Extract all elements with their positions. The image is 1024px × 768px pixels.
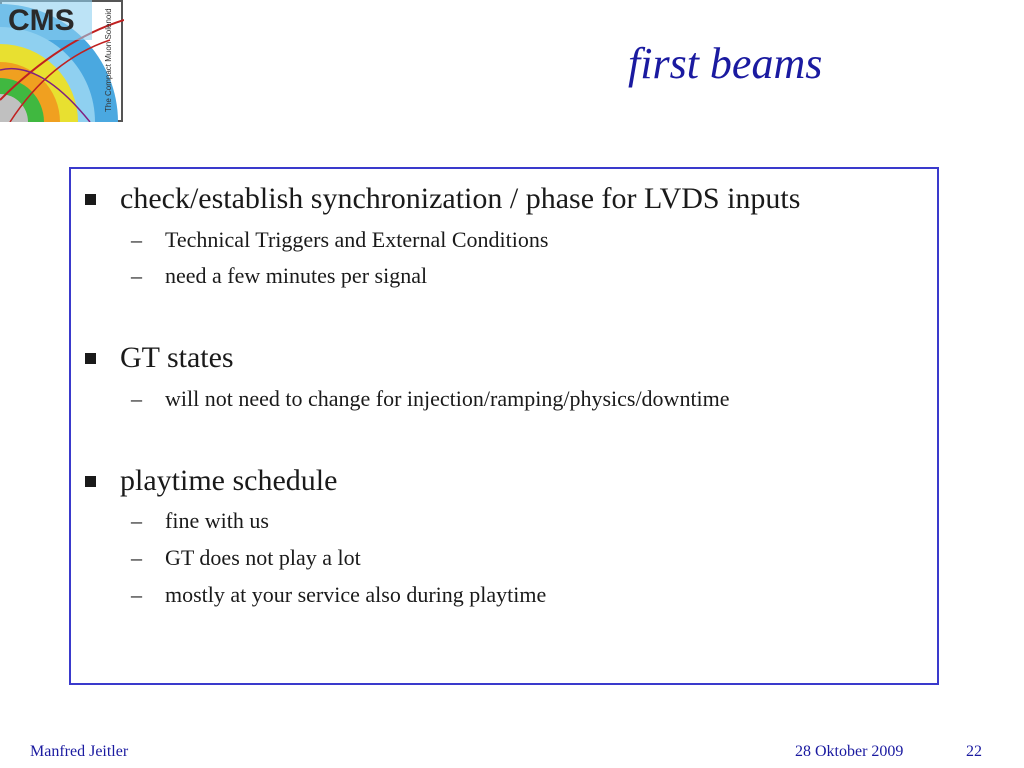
sub-bullet-item <box>131 262 427 290</box>
footer-page-number: 22 <box>966 743 982 760</box>
footer-author: Manfred Jeitler <box>30 743 129 760</box>
sub-bullet-item <box>131 507 269 535</box>
sub-bullet-text: fine with us <box>165 508 269 533</box>
sub-bullet-text: need a few minutes per signal <box>165 263 428 288</box>
bullet-text: playtime schedule <box>120 464 338 497</box>
sub-bullet-text: mostly at your service also during playtime <box>165 582 547 607</box>
dash-marker: – <box>131 508 142 533</box>
sub-bullet-text: GT does not play a lot <box>165 545 361 570</box>
square-bullet-icon <box>85 476 96 487</box>
content-box <box>69 167 939 685</box>
sub-bullet-item <box>131 581 546 609</box>
cms-logo <box>0 0 124 122</box>
sub-bullet-text: will not need to change for injection/ramping/physics/downtime <box>165 386 730 411</box>
dash-marker: – <box>131 582 142 607</box>
bullet-item <box>85 340 234 376</box>
cms-logo-text: CMS <box>8 4 75 37</box>
square-bullet-icon <box>85 353 96 364</box>
dash-marker: – <box>131 545 142 570</box>
dash-marker: – <box>131 263 142 288</box>
sub-bullet-text: Technical Triggers and External Conditions <box>165 227 549 252</box>
dash-marker: – <box>131 227 142 252</box>
bullet-item <box>85 463 337 499</box>
footer-date: 28 Oktober 2009 <box>795 743 904 760</box>
bullet-item <box>85 181 800 217</box>
slide-title: first beams <box>628 39 823 88</box>
bullet-text: GT states <box>120 341 234 374</box>
square-bullet-icon <box>85 194 96 205</box>
sub-bullet-item <box>131 544 361 572</box>
dash-marker: – <box>131 386 142 411</box>
bullet-text: check/establish synchronization / phase for LVDS inputs <box>120 182 801 215</box>
cms-logo-subtitle: The Compact Muon Solenoid <box>104 8 113 112</box>
sub-bullet-item <box>131 226 548 254</box>
sub-bullet-item <box>131 385 730 413</box>
